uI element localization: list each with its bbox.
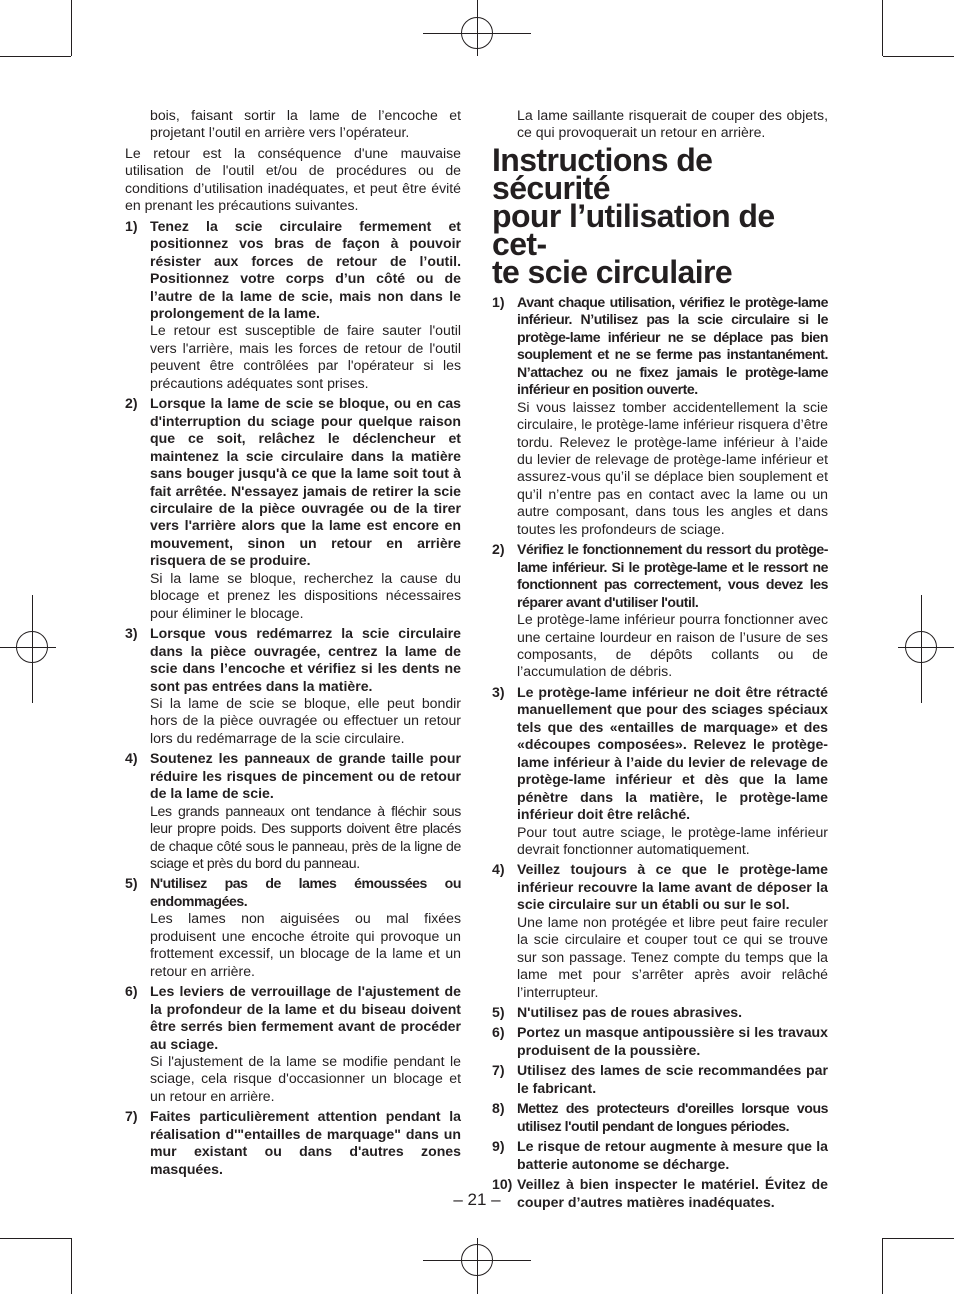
list-item xyxy=(492,294,828,538)
item-normal-text: Les grands panneaux ont tendance à fléchir sous leur propre poids. Des supports doivent être placés de chaque côté sous le panneau, près de la ligne de sciage et près du bord du panneau. xyxy=(150,802,461,872)
continued-paragraph: bois, faisant sortir la lame de l’encoche et projetant l’outil en arrière vers l’opérateur. xyxy=(150,107,461,141)
item-number: 2) xyxy=(492,541,505,558)
list-item xyxy=(125,875,461,980)
crop-mark xyxy=(71,0,72,56)
item-bold-text: Portez un masque antipoussière si les travaux produisent de la poussière. xyxy=(517,1024,828,1058)
item-bold-text: Veillez à bien inspecter le matériel. Évitez de couper d’autres matières inadéquates. xyxy=(517,1176,828,1210)
heading-line: te scie circulaire xyxy=(492,253,733,290)
registration-mark-circle xyxy=(461,17,493,49)
item-normal-text: Le protège-lame inférieur pourra fonctionner avec une certaine lourdeur en raison de l’usure de ses composants, de dépôts collants ou de l’accumulation de débris. xyxy=(517,611,828,680)
item-normal-text: Si la lame de scie se bloque, elle peut bondir hors de la pièce ouvragée ou effectuer un retour lors du redémarrage de la scie circulaire. xyxy=(150,694,461,746)
item-bold-text: Faites particulièrement attention pendant la réalisation d'"entailles de marquage" dans un mur existant ou dans d'autres zones masquées. xyxy=(150,1108,461,1177)
item-normal-text: Si l'ajustement de la lame se modifie pendant le sciage, cela risque d'occasionner un blocage et un retour en arrière. xyxy=(150,1053,461,1104)
item-bold-text: Utilisez des lames de scie recommandées par le fabricant. xyxy=(517,1062,828,1096)
crop-mark xyxy=(882,0,883,56)
item-number: 5) xyxy=(125,875,138,892)
item-normal-text: Pour tout autre sciage, le protège-lame inférieur devrait fonctionner automatiquement. xyxy=(517,823,828,857)
list-item xyxy=(125,1108,461,1178)
crop-mark xyxy=(883,56,954,57)
item-bold-text: Le protège-lame inférieur ne doit être rétracté manuellement que pour des sciages spéciaux tels que des «entailles de marquage» et des «découpes composées». Relevez le protège-lame inférieur à l’aide du levier de relevage de protège-lame inférieur et dès que la lame pénètre dans la matière, le protège-lame inférieur doit être relâché. xyxy=(517,683,828,823)
item-number: 9) xyxy=(492,1138,505,1155)
item-normal-text: Si la lame se bloque, recherchez la cause du blocage et prenez les dispositions nécessaires pour éliminer le blocage. xyxy=(150,569,461,621)
crop-mark xyxy=(71,1238,72,1294)
list-item xyxy=(125,625,461,747)
list-item xyxy=(125,218,461,393)
item-bold-text: Lorsque la lame de scie se bloque, ou en cas d'interruption du sciage pour quelque raison que ce soit, relâchez le déclencheur et maintenez la scie circulaire dans la matière sans bouger jusqu'à ce que la lame soit tout à fait arrêtée. N'essayez jamais de retirer la scie circulaire de la pièce ouvragée ou de la tirer vers l'arrière alors que la lame est encore en mouvement, sinon un retour en arrière risquera de se produire. xyxy=(150,395,461,569)
item-bold-text: Lorsque vous redémarrez la scie circulaire dans la pièce ouvragée, centrez la lame de scie dans l’encoche et vérifiez si les dents ne sont pas entrées dans la matière. xyxy=(150,625,461,694)
item-number: 1) xyxy=(492,293,505,310)
crop-mark xyxy=(0,56,71,57)
crop-mark xyxy=(882,1238,883,1294)
continued-paragraph: La lame saillante risquerait de couper des objets, ce qui provoquerait un retour en arrière. xyxy=(517,107,828,141)
item-bold-text: Les leviers de verrouillage de l'ajustement de la profondeur de la lame et du biseau doivent être serrés bien fermement avant de procéder au sciage. xyxy=(150,983,461,1052)
item-bold-text: Mettez des protecteurs d'oreilles lorsque vous utilisez l'outil pendant de longues périodes. xyxy=(517,1100,828,1134)
item-number: 10) xyxy=(492,1176,513,1193)
item-number: 6) xyxy=(492,1024,505,1041)
item-bold-text: Tenez la scie circulaire fermement et positionnez vos bras de façon à pouvoir résister aux forces de retour de l’outil. Positionnez votre corps d’un côté ou de l’autre de la lame de scie, mais non dans le prolongement de la lame. xyxy=(150,217,461,321)
item-number: 3) xyxy=(492,683,505,700)
registration-mark-circle xyxy=(461,1244,493,1276)
item-bold-text: Soutenez les panneaux de grande taille pour réduire les risques de pincement ou de retour de la lame de scie. xyxy=(150,750,461,802)
list-item xyxy=(492,1024,828,1059)
item-number: 7) xyxy=(125,1108,138,1125)
item-bold-text: Le risque de retour augmente à mesure que la batterie autonome se décharge. xyxy=(517,1138,828,1172)
page-number: – 21 – xyxy=(453,1190,501,1209)
item-normal-text: Si vous laissez tomber accidentellement la scie circulaire, le protège-lame inférieur risquera d’être tordu. Relevez le protège-lame inférieur à l’aide du levier de relevage de protège-lame inférieur et assurez-vous qu’il se déplace bien souplement et qu’il n’entre pas en contact avec la lame ou un autre composant, dans tous les angles et dans toutes les profondeurs de sciage. xyxy=(517,398,828,537)
section-heading xyxy=(492,141,828,290)
list-item xyxy=(125,983,461,1105)
item-normal-text: Une lame non protégée et libre peut faire reculer la scie circulaire et couper tout ce qui se trouve sur son passage. Tenez compte du temps que la lame met pour s’arrêter après avoir relâché l’interrupteur. xyxy=(517,913,828,1000)
heading-line: pour l’utilisation de cet- xyxy=(492,197,775,262)
item-bold-text: N'utilisez pas de roues abrasives. xyxy=(517,1004,743,1021)
item-number: 7) xyxy=(492,1062,505,1079)
item-number: 4) xyxy=(492,861,505,878)
item-number: 6) xyxy=(125,983,138,1000)
list-item xyxy=(492,1062,828,1097)
registration-mark-circle xyxy=(905,631,937,663)
crop-mark xyxy=(883,1238,954,1239)
item-number: 2) xyxy=(125,395,138,412)
list-item xyxy=(125,395,461,622)
item-bold-text: N'utilisez pas de lames émoussées ou endommagées. xyxy=(150,875,461,909)
item-number: 3) xyxy=(125,625,138,642)
left-column xyxy=(125,107,461,1181)
list-item xyxy=(492,1100,828,1135)
list-item xyxy=(492,1138,828,1173)
list-item xyxy=(492,541,828,681)
intro-paragraph: Le retour est la conséquence d'une mauvaise utilisation de l'outil et/ou de procédures ou de conditions d’utilisation inadéquates, et peut être évité en prenant les précautions suivantes. xyxy=(125,144,461,214)
list-item xyxy=(492,861,828,1001)
registration-mark-circle xyxy=(16,631,48,663)
item-number: 1) xyxy=(125,217,138,234)
crop-mark xyxy=(0,1238,71,1239)
list-item xyxy=(125,750,461,872)
item-number: 8) xyxy=(492,1100,505,1117)
item-normal-text: Les lames non aiguisées ou mal fixées produisent une encoche étroite qui provoque un frottement excessif, un blocage de la lame et un retour en arrière. xyxy=(150,910,461,979)
item-bold-text: Avant chaque utilisation, vérifiez le protège-lame inférieur. N’utilisez pas la scie circulaire si le protège-lame inférieur ne se déplace pas bien souplement et ne se ferme pas instantanément. N’attachez ou ne fixez jamais le protège-lame inférieur en position ouverte. xyxy=(517,293,828,398)
item-bold-text: Veillez toujours à ce que le protège-lame inférieur recouvre la lame avant de déposer la scie circulaire sur un établi ou sur le sol. xyxy=(517,861,828,913)
heading-line: Instructions de sécurité xyxy=(492,141,713,206)
item-number: 4) xyxy=(125,750,138,767)
list-item xyxy=(492,1004,828,1021)
item-number: 5) xyxy=(492,1004,505,1021)
right-column xyxy=(492,107,828,1214)
item-bold-text: Vérifiez le fonctionnement du ressort du protège-lame inférieur. Si le protège-lame et le ressort ne fonctionnent pas correctement, vous devez les réparer avant d'utiliser l'outil. xyxy=(517,541,828,610)
list-item xyxy=(492,684,828,859)
item-normal-text: Le retour est susceptible de faire sauter l'outil vers l'arrière, mais les forces de retour de l'outil peuvent être contrôlées par l'opérateur si les précautions adéquates sont prises. xyxy=(150,322,461,391)
